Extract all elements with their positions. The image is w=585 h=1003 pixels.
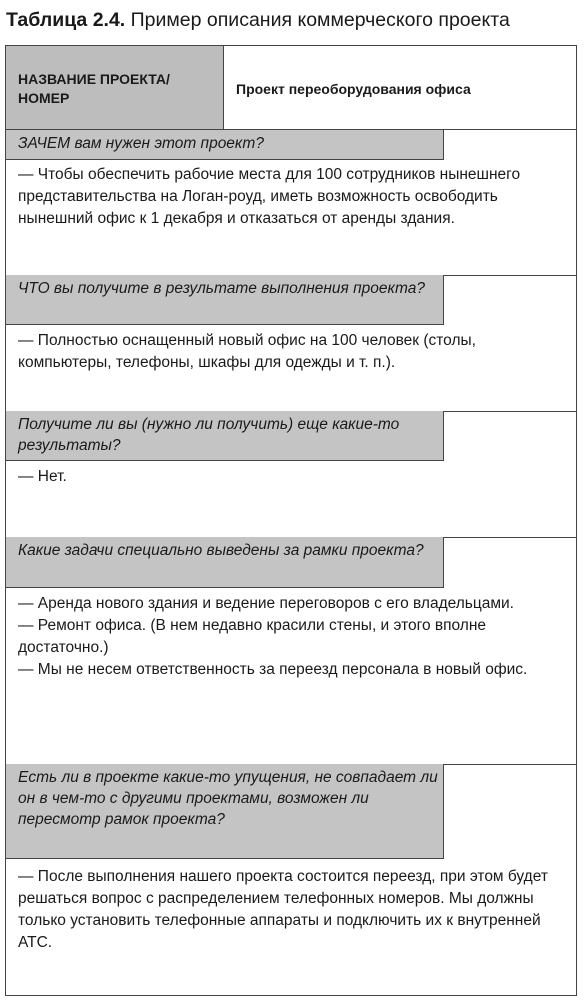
answer-out-of-scope [18, 593, 570, 681]
answer-gaps-overlaps [18, 866, 570, 954]
answer-line: — Чтобы обеспечить рабочие места для 100 сотрудников нынешнего представительства на Логан-роуд, иметь возможность освободить нынешний офис к 1 декабря и отказаться от аренды здания. [18, 166, 521, 227]
project-name-label-line1: НАЗВАНИЕ ПРОЕКТА/ [18, 71, 170, 87]
header-row [6, 46, 576, 130]
question-what: ЧТО вы получите в результате выполнения проекта? [6, 275, 444, 325]
answer-what [18, 330, 570, 374]
answer-other-results [18, 466, 570, 488]
question-gaps-overlaps: Есть ли в проекте какие-то упущения, не совпадает ли он в чем-то с другими проектами, возможен ли пересмотр рамок проекта? [6, 764, 444, 859]
answer-line: — Нет. [18, 468, 67, 485]
answer-why [18, 164, 570, 230]
project-name-value: Проект переоборудования офиса [236, 81, 471, 97]
project-name-label [6, 46, 224, 129]
question-out-of-scope: Какие задачи специально выведены за рамки проекта? [6, 537, 444, 588]
answer-line: — Ремонт офиса. (В нем недавно красили стены, и этого вполне достаточно.) [18, 617, 487, 656]
table-title: Пример описания коммерческого проекта [130, 9, 510, 31]
answer-line: — Полностью оснащенный новый офис на 100 человек (столы, компьютеры, телефоны, шкафы для одежды и т. п.). [18, 332, 476, 371]
table-caption [6, 6, 581, 34]
question-why: ЗАЧЕМ вам нужен этот проект? [6, 130, 444, 160]
project-description-table [5, 45, 577, 996]
question-other-results: Получите ли вы (нужно ли получить) еще какие-то результаты? [6, 411, 444, 461]
table-number: Таблица 2.4. [6, 9, 126, 31]
answer-line: — Аренда нового здания и ведение переговоров с его владельцами. [18, 595, 514, 612]
project-name-label-line2: НОМЕР [18, 90, 70, 106]
answer-line: — Мы не несем ответственность за переезд персонала в новый офис. [18, 661, 528, 678]
answer-line: — После выполнения нашего проекта состоится переезд, при этом будет решаться вопрос с распределением телефонных номеров. Мы должны только установить телефонные аппараты и подключить их к внутренней АТС. [18, 868, 548, 951]
